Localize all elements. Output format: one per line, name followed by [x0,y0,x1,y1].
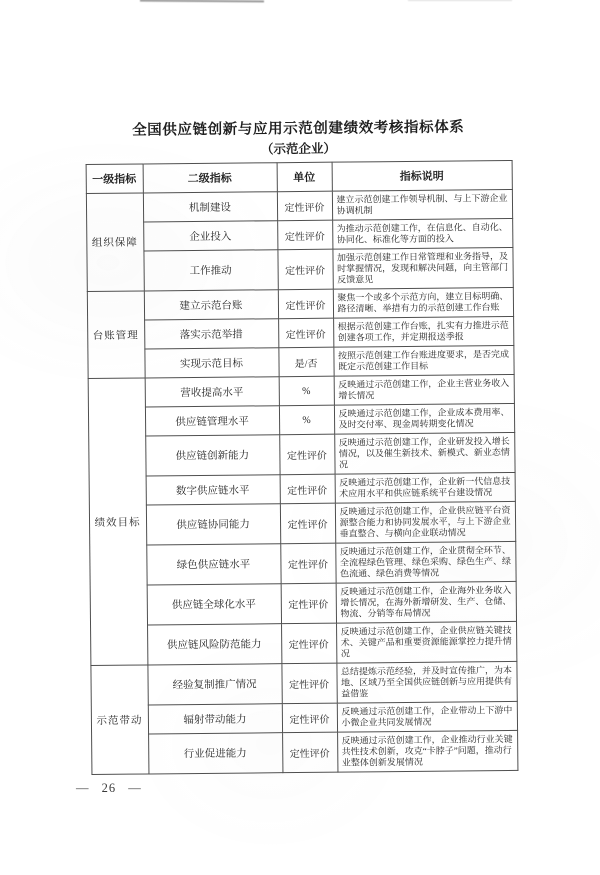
level2-indicator-cell: 数字供应链水平 [146,475,280,505]
table-row [90,661,516,705]
description-cell: 反映通过示范创建工作，企业带动上下游中小微企业共同发展情况 [337,701,517,732]
description-cell: 反映通过示范创建工作，企业供应链关键技术、关键产品和重要资源能源掌控力提升情况 [336,621,516,663]
unit-cell: 定性评价 [278,289,333,319]
description-cell: 反映通过示范创建工作，企业成本费用率、及时交付率、现金周转期变化情况 [334,403,514,434]
description-cell: 反映通过示范创建工作，企业供应链平台资源整合能力和协同发展水平，与上下游企业垂直整合、与横向企业联动情况 [335,501,515,543]
level2-indicator-cell: 企业投入 [143,221,277,251]
indicator-table [85,160,518,775]
description-cell: 反映通过示范创建工作，企业贯彻全环节、全流程绿色管理、绿色采购、绿色生产、绿色流通、绿色消费等情况 [335,541,515,583]
level1-indicator-cell: 组织保障 [86,193,144,292]
level2-indicator-cell: 供应链协同能力 [146,504,280,545]
level2-indicator-cell: 工作推动 [143,250,277,291]
description-cell: 聚焦一个或多个示范方向，建立目标明确、路径清晰、举措有力的示范创建工作台账 [333,287,513,318]
level2-indicator-cell: 供应链全球化水平 [147,584,281,625]
table-header-row [86,160,512,193]
table-row [88,432,514,476]
description-cell: 为推动示范创建工作，在信息化、自动化、协同化、标准化等方面的投入 [332,218,512,249]
description-cell: 总结提炼示范经验，并及时宣传推广，为本地、区域乃至全国供应链创新与应用提供有益借鉴 [336,661,516,703]
level2-indicator-cell: 机制建设 [143,192,277,222]
description-cell: 反映通过示范创建工作，企业新一代信息技术应用水平和供应链系统平台建设情况 [335,472,515,503]
table-row [87,345,513,378]
table-row [91,701,517,734]
level2-indicator-cell: 行业促进能力 [148,733,282,774]
table-row [88,374,514,407]
unit-cell: 定性评价 [281,623,336,664]
unit-cell: 定性评价 [280,474,335,504]
level2-indicator-cell: 供应链管理水平 [145,406,279,436]
table-row [86,189,512,222]
level2-indicator-cell: 辐射带动能力 [148,704,282,734]
unit-cell: 定性评价 [282,703,337,733]
level1-indicator-cell: 示范带动 [90,665,148,775]
unit-cell: % [279,405,334,435]
level2-indicator-cell: 实现示范目标 [144,348,278,378]
table-row [89,541,515,585]
unit-cell: 定性评价 [278,318,333,348]
table-row [90,621,516,665]
unit-cell: 定性评价 [280,543,335,584]
description-cell: 反映通过示范创建工作，企业主营业务收入增长情况 [334,374,514,405]
page-subtitle: （示范企业） [260,141,337,157]
description-cell: 根据示范创建工作台账，扎实有力推进示范创建各项工作，并定期报送季报 [333,316,513,347]
unit-cell: 定性评价 [280,503,335,544]
unit-cell: 是/否 [278,347,333,377]
unit-cell: 定性评价 [277,220,332,250]
level2-indicator-cell: 营收提高水平 [145,377,279,407]
description-cell: 反映通过示范创建工作，企业研发投入增长情况，以及催生新技术、新模式、新业态情况 [334,432,514,474]
header-indicator-description: 指标说明 [332,160,512,191]
level1-indicator-cell: 台账管理 [87,291,145,379]
header-level1-indicator: 一级指标 [86,164,143,194]
header-unit: 单位 [277,162,332,192]
unit-cell: 定性评价 [281,583,336,624]
table-row [86,218,512,251]
description-cell: 按照示范创建工作台账进度要求，是否完成既定示范创建工作目标 [333,345,513,376]
table-row [91,730,517,774]
description-cell: 加强示范创建工作日常管理和业务指导，及时掌握情况，发现和解决问题，向主管部门反馈意见 [332,247,512,289]
unit-cell: 定性评价 [279,434,334,475]
unit-cell: 定性评价 [277,191,332,221]
level2-indicator-cell: 供应链创新能力 [145,435,279,476]
unit-cell: 定性评价 [277,249,332,290]
table-row [88,403,514,436]
page-title: 全国供应链创新与应用示范创建绩效考核指标体系 [132,119,465,139]
table-row [87,316,513,349]
page-number: — 26 — [76,781,142,795]
description-cell: 反映通过示范创建工作，企业推动行业关键共性技术创新，攻克“卡脖子”问题，推动行业整体创新发展情况 [337,730,517,772]
level2-indicator-cell: 建立示范台账 [144,290,278,320]
header-level2-indicator: 二级指标 [143,163,277,193]
level2-indicator-cell: 经验复制推广情况 [147,664,281,705]
table-row [89,501,515,545]
description-cell: 反映通过示范创建工作，企业海外业务收入增长情况，在海外新增研发、生产、仓储、物流、分销等布局情况 [336,581,516,623]
table-body [86,189,518,774]
table-row [89,472,515,505]
table-row [86,247,512,291]
description-cell: 建立示范创建工作领导机制、与上下游企业协调机制 [332,189,512,220]
table-row [90,581,516,625]
level2-indicator-cell: 供应链风险防范能力 [147,624,281,665]
level1-indicator-cell: 绩效目标 [88,378,148,666]
unit-cell: 定性评价 [281,663,336,704]
unit-cell: % [279,376,334,406]
unit-cell: 定性评价 [282,732,337,773]
level2-indicator-cell: 落实示范举措 [144,319,278,349]
level2-indicator-cell: 绿色供应链水平 [146,544,280,585]
table-row [87,287,513,320]
